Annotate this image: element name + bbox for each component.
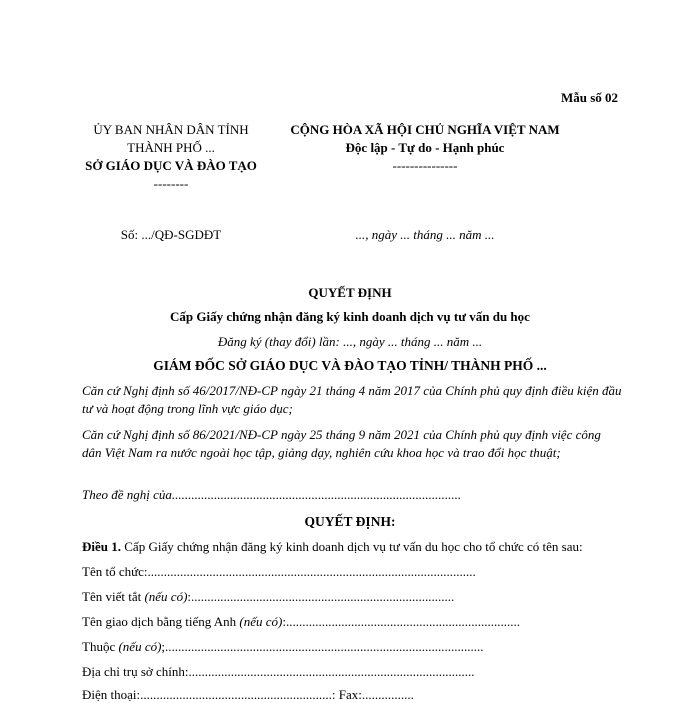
field-label: Tên tổ chức: [82, 564, 148, 579]
field-english-name [82, 614, 520, 630]
field-note: (nếu có) [118, 639, 162, 654]
field-dots: ..................................................................................................... [147, 564, 476, 579]
fax-label: Fax: [335, 687, 362, 702]
field-label: Thuộc [82, 639, 119, 654]
field-dots: :................................................................................. [187, 589, 455, 604]
department-name: SỞ GIÁO DỤC VÀ ĐÀO TẠO [85, 158, 257, 173]
reference-number: Số: .../QĐ-SGDĐT [120, 227, 222, 242]
legal-basis-1: Căn cứ Nghị định số 46/2017/NĐ-CP ngày 21 tháng 4 năm 2017 của Chính phủ quy định điều kiện đầu tư và hoạt động trong lĩnh vực giáo dục; [82, 383, 622, 416]
field-organization-name [82, 564, 476, 580]
field-affiliation [82, 639, 484, 655]
registration-line: Đăng ký (thay đổi) lần: ..., ngày ... tháng ... năm ... [217, 334, 483, 349]
phone-dots: ...........................................................: [140, 687, 336, 702]
right-divider: --------------- [392, 158, 458, 173]
field-phone-fax [82, 687, 414, 703]
field-dots: ........................................................................................ [188, 664, 475, 679]
phone-label: Điện thoại: [82, 687, 141, 702]
national-motto: Độc lập - Tự do - Hạnh phúc [345, 140, 505, 155]
document-title: QUYẾT ĐỊNH [308, 285, 392, 300]
article-1 [82, 539, 583, 555]
national-header-block [270, 121, 580, 175]
form-number: Mẫu số 02 [560, 90, 618, 105]
article-1-label: Điều 1. [82, 539, 121, 554]
authority-line-2: THÀNH PHỐ ... [127, 140, 215, 155]
document-subtitle: Cấp Giấy chứng nhận đăng ký kinh doanh dịch vụ tư vấn du học [170, 309, 530, 324]
field-abbreviation [82, 589, 454, 605]
field-label: Tên viết tắt [82, 589, 145, 604]
fax-dots: ................ [361, 687, 414, 702]
field-dots: ;.................................................................................................. [161, 639, 484, 654]
proposal-line: Theo đề nghị của......................................................................................... [82, 487, 462, 502]
decision-heading: QUYẾT ĐỊNH: [304, 514, 396, 529]
director-heading: GIÁM ĐỐC SỞ GIÁO DỤC VÀ ĐÀO TẠO TỈNH/ THÀNH PHỐ ... [153, 358, 547, 373]
authority-line-1: ỦY BAN NHÂN DÂN TỈNH [93, 122, 249, 137]
country-name: CỘNG HÒA XÃ HỘI CHỦ NGHĨA VIỆT NAM [290, 122, 560, 137]
field-label: Địa chỉ trụ sở chính: [82, 664, 189, 679]
field-note: (nếu có) [239, 614, 283, 629]
issuing-authority-block [80, 121, 262, 193]
field-note: (nếu có) [144, 589, 188, 604]
article-1-text: Cấp Giấy chứng nhận đăng ký kinh doanh dịch vụ tư vấn du học cho tổ chức có tên sau: [124, 539, 583, 554]
field-head-office [82, 664, 475, 680]
date-line: ..., ngày ... tháng ... năm ... [355, 227, 495, 242]
field-dots: :........................................................................ [282, 614, 520, 629]
field-label: Tên giao dịch bằng tiếng Anh [82, 614, 240, 629]
legal-basis-2: Căn cứ Nghị định số 86/2021/NĐ-CP ngày 25 tháng 9 năm 2021 của Chính phủ quy định việc công dân Việt Nam ra nước ngoài học tập, giảng dạy, nghiên cứu khoa học và trao đổi học thuật; [82, 427, 601, 460]
left-divider: -------- [153, 176, 189, 191]
